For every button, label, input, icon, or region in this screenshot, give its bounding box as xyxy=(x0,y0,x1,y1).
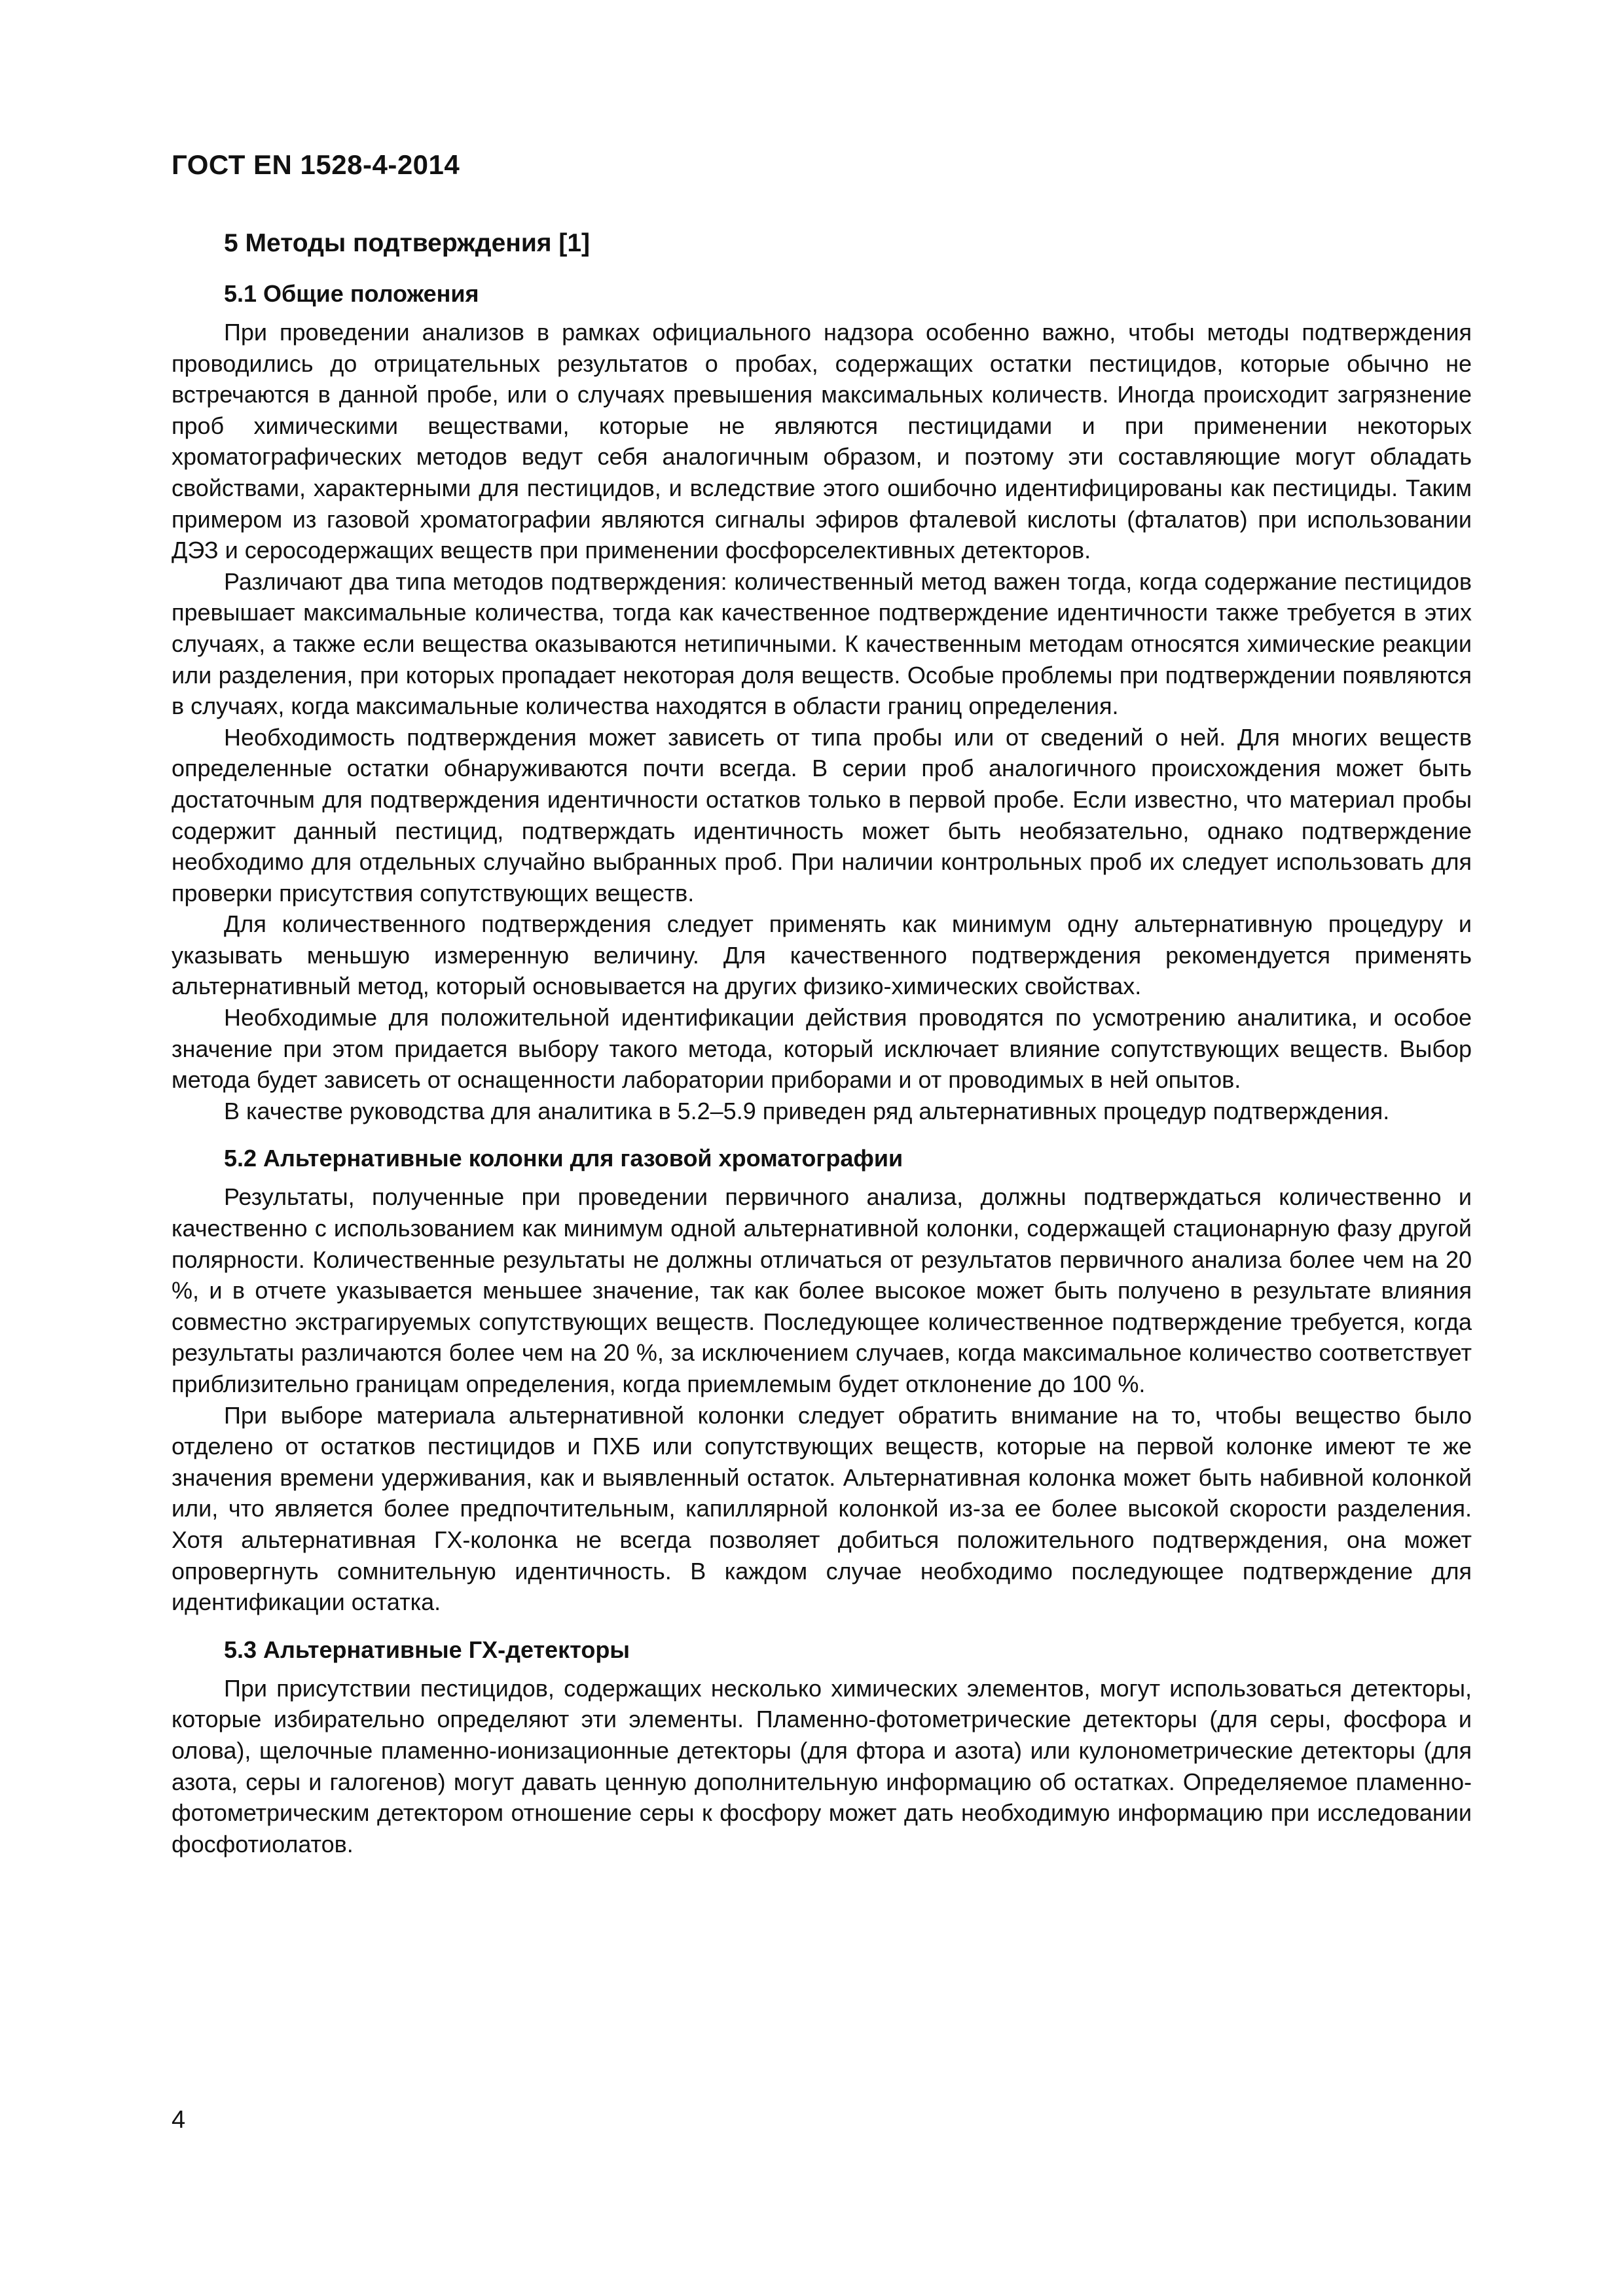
document-code: ГОСТ EN 1528-4-2014 xyxy=(172,149,460,180)
subsection-title: 5.1 Общие положения xyxy=(224,280,479,307)
paragraph: Различают два типа методов подтверждения: количественный метод важен тогда, когда содержание пестицидов превышает максимальные количества, тогда как качественное подтверждение идентичности также требуется в этих случаях, а также если вещества оказываются нетипичными. К качественным методам относятся химические реакции или разделения, при которых пропадает некоторая доля веществ. Особые проблемы при подтверждении появляются в случаях, когда максимальные количества находятся в области границ определения. xyxy=(172,567,1472,720)
subsection-5-1 xyxy=(172,280,1472,1126)
paragraph: Результаты, полученные при проведении первичного анализа, должны подтверждаться количественно и качественно с использованием как минимум одной альтернативной колонки, содержащей стационарную фазу другой полярности. Количественные результаты не должны отличаться от результатов первичного анализа более чем на 20 %, и в отчете указывается меньшее значение, так как более высокое может быть получено в результате влияния совместно экстрагируемых сопутствующих веществ. Последующее количественное подтверждение требуется, когда результаты различаются более чем на 20 %, за исключением случаев, когда максимальное количество соответствует приблизительно границам определения, когда приемлемым будет отклонение до 100 %. xyxy=(172,1183,1472,1397)
document-content xyxy=(172,229,1472,1878)
subsection-title: 5.2 Альтернативные колонки для газовой хроматографии xyxy=(224,1145,903,1172)
paragraph: При проведении анализов в рамках официального надзора особенно важно, чтобы методы подтверждения проводились до отрицательных результатов о пробах, содержащих остатки пестицидов, которые обычно не встречаются в данной пробе, или о случаях превышения максимальных количеств. Иногда происходит загрязнение проб химическими веществами, которые не являются пестицидами и при применении некоторых хроматографических методов ведут себя аналогичным образом, и поэтому эти составляющие могут обладать свойствами, характерными для пестицидов, и вследствие этого ошибочно идентифицированы как пестициды. Таким примером из газовой хроматографии являются сигналы эфиров фталевой кислоты (фталатов) при использовании ДЭЗ и серосодержащих веществ при применении фосфорселективных детекторов. xyxy=(172,319,1472,564)
subsection-5-2 xyxy=(172,1145,1472,1617)
paragraph: При присутствии пестицидов, содержащих несколько химических элементов, могут использоваться детекторы, которые избирательно определяют эти элементы. Пламенно-фотометрические детекторы (для серы, фосфора и олова), щелочные пламенно-ионизационные детекторы (для фтора и азота) или кулонометрические детекторы (для азота, серы и галогенов) могут давать ценную дополнительную информацию об остатках. Определяемое пламенно-фотометрическим детектором отношение серы к фосфору может дать необходимую информацию при исследовании фосфотиолатов. xyxy=(172,1674,1472,1857)
paragraph: В качестве руководства для аналитика в 5.2–5.9 приведен ряд альтернативных процедур подтверждения. xyxy=(224,1097,1390,1124)
paragraph: Необходимые для положительной идентификации действия проводятся по усмотрению аналитика, и особое значение при этом придается выбору такого метода, который исключает влияние сопутствующих веществ. Выбор метода будет зависеть от оснащенности лаборатории приборами и от проводимых в ней опытов. xyxy=(172,1004,1472,1094)
paragraph: При выборе материала альтернативной колонки следует обратить внимание на то, чтобы вещество было отделено от остатков пестицидов и ПХБ или сопутствующих веществ, которые на первой колонке имеют те же значения времени удерживания, как и выявленный остаток. Альтернативная колонка может быть набивной колонкой или, что является более предпочтительным, капиллярной колонкой из-за ее более высокой скорости разделения. Хотя альтернативная ГХ-колонка не всегда позволяет добиться положительного подтверждения, она может опровергнуть сомнительную идентичность. В каждом случае необходимо последующее подтверждение для идентификации остатка. xyxy=(172,1401,1472,1616)
subsection-5-3 xyxy=(172,1636,1472,1860)
subsection-title: 5.3 Альтернативные ГХ-детекторы xyxy=(224,1636,630,1663)
page-number: 4 xyxy=(172,2106,186,2134)
paragraph: Необходимость подтверждения может зависеть от типа пробы или от сведений о ней. Для многих веществ определенные остатки обнаруживаются почти всегда. В серии проб аналогичного происхождения может быть достаточным для подтверждения идентичности остатков только в первой пробе. Если известно, что материал пробы содержит данный пестицид, подтверждать идентичность может быть необязательно, однако подтверждение необходимо для отдельных случайно выбранных проб. При наличии контрольных проб их следует использовать для проверки присутствия сопутствующих веществ. xyxy=(172,723,1472,906)
paragraph: Для количественного подтверждения следует применять как минимум одну альтернативную процедуру и указывать меньшую измеренную величину. Для качественного подтверждения рекомендуется применять альтернативный метод, который основывается на других физико-химических свойствах. xyxy=(172,910,1472,1000)
section-title: 5 Методы подтверждения [1] xyxy=(224,229,591,257)
